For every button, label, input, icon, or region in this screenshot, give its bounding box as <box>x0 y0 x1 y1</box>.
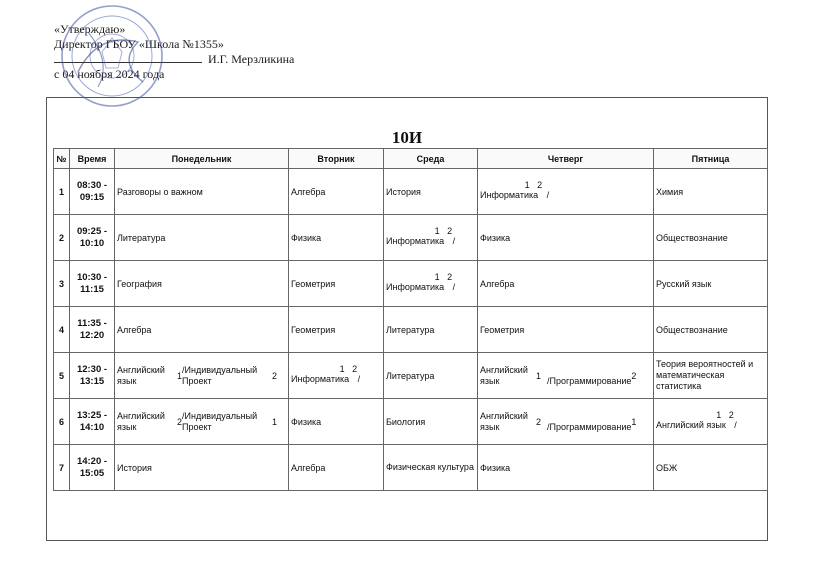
header-row <box>54 149 768 169</box>
subject: Информатика <box>386 281 445 292</box>
lesson-number: 5 <box>54 353 70 399</box>
cell-monday: Разговоры о важном <box>115 169 289 215</box>
cell-monday: Алгебра <box>115 307 289 353</box>
table-row <box>54 169 768 215</box>
group-separator: / <box>734 419 737 430</box>
lesson-number: 4 <box>54 307 70 353</box>
lesson-time: 12:30 - 13:15 <box>70 353 115 399</box>
group-separator: / <box>357 373 361 384</box>
subject-b: /Индивидуальный Проект <box>182 410 258 432</box>
group-sup-b: 1 <box>272 416 278 427</box>
subject-a: Английский язык <box>117 410 165 432</box>
table-row <box>54 445 768 491</box>
group-separator: / <box>452 281 456 292</box>
group-separator: / <box>546 189 550 200</box>
subject: Английский язык <box>656 419 726 430</box>
cell-tuesday: Физика <box>289 399 384 445</box>
subject: Информатика <box>480 189 539 200</box>
cell-wednesday <box>384 261 478 307</box>
table-row <box>54 399 768 445</box>
cell-thursday: Геометрия <box>478 307 654 353</box>
table-row <box>54 353 768 399</box>
subject-a: Английский язык <box>117 364 165 386</box>
cell-monday <box>115 399 289 445</box>
header-num: № <box>54 149 70 169</box>
timetable <box>53 148 768 491</box>
cell-thursday: Физика <box>478 215 654 261</box>
cell-friday: Обществознание <box>654 215 768 261</box>
header-time: Время <box>70 149 115 169</box>
cell-tuesday: Алгебра <box>289 445 384 491</box>
approval-line-4: с 04 ноября 2024 года <box>54 67 165 81</box>
cell-friday: Русский язык <box>654 261 768 307</box>
group-separator: / <box>452 235 456 246</box>
cell-tuesday: Геометрия <box>289 307 384 353</box>
approval-signature-line <box>54 52 294 67</box>
subject-b: /Программирование <box>547 375 632 386</box>
approval-line-2: Директор ГБОУ «Школа №1355» <box>54 37 224 51</box>
lesson-time: 08:30 - 09:15 <box>70 169 115 215</box>
cell-wednesday: Физическая культура <box>384 445 478 491</box>
group-sup-a: 1 <box>177 370 183 381</box>
class-title: 10И <box>391 128 423 147</box>
cell-thursday <box>478 169 654 215</box>
header-wednesday: Среда <box>384 149 478 169</box>
cell-tuesday: Алгебра <box>289 169 384 215</box>
cell-thursday <box>478 399 654 445</box>
cell-monday: Литература <box>115 215 289 261</box>
group-numbers: 1 2 <box>524 179 543 190</box>
cell-wednesday <box>384 215 478 261</box>
lesson-time: 13:25 - 14:10 <box>70 399 115 445</box>
lesson-time: 09:25 - 10:10 <box>70 215 115 261</box>
cell-wednesday: Литература <box>384 353 478 399</box>
group-numbers: 1 2 <box>716 409 734 420</box>
lesson-time: 14:20 - 15:05 <box>70 445 115 491</box>
lesson-time: 10:30 - 11:15 <box>70 261 115 307</box>
header-thursday: Четверг <box>478 149 654 169</box>
cell-wednesday: Литература <box>384 307 478 353</box>
signature-underline <box>54 52 202 63</box>
header-tuesday: Вторник <box>289 149 384 169</box>
cell-monday: География <box>115 261 289 307</box>
cell-friday: Теория вероятностей и математическая статистика <box>654 353 768 399</box>
cell-friday <box>654 399 768 445</box>
group-numbers: 1 2 <box>434 271 453 282</box>
group-numbers: 1 2 <box>434 225 453 236</box>
subject-b: /Программирование <box>547 421 632 432</box>
cell-thursday: Алгебра <box>478 261 654 307</box>
group-sup-b: 2 <box>631 370 637 381</box>
approval-signer: И.Г. Мерзликина <box>208 52 295 66</box>
cell-wednesday: Биология <box>384 399 478 445</box>
approval-block <box>54 22 294 82</box>
lesson-number: 1 <box>54 169 70 215</box>
subject: Информатика <box>386 235 445 246</box>
cell-thursday: Физика <box>478 445 654 491</box>
header-monday: Понедельник <box>115 149 289 169</box>
subject-a: Английский язык <box>480 364 528 386</box>
group-sup-b: 2 <box>272 370 278 381</box>
cell-thursday <box>478 353 654 399</box>
cell-tuesday: Геометрия <box>289 261 384 307</box>
table-row <box>54 215 768 261</box>
lesson-number: 2 <box>54 215 70 261</box>
cell-friday: Обществознание <box>654 307 768 353</box>
subject-a: Английский язык <box>480 410 528 432</box>
group-sup-b: 1 <box>631 416 637 427</box>
table-row <box>54 261 768 307</box>
lesson-number: 6 <box>54 399 70 445</box>
header-friday: Пятница <box>654 149 768 169</box>
group-sup-a: 2 <box>177 416 183 427</box>
cell-friday: Химия <box>654 169 768 215</box>
group-sup-a: 2 <box>536 416 542 427</box>
subject: Информатика <box>291 373 350 384</box>
cell-monday <box>115 353 289 399</box>
cell-friday: ОБЖ <box>654 445 768 491</box>
group-numbers: 1 2 <box>339 363 358 374</box>
subject-b: /Индивидуальный Проект <box>182 364 258 386</box>
cell-wednesday: История <box>384 169 478 215</box>
table-row <box>54 307 768 353</box>
group-sup-a: 1 <box>536 370 542 381</box>
cell-tuesday: Физика <box>289 215 384 261</box>
cell-tuesday <box>289 353 384 399</box>
lesson-time: 11:35 - 12:20 <box>70 307 115 353</box>
timetable-sheet <box>46 97 768 541</box>
approval-line-1: «Утверждаю» <box>54 22 126 36</box>
cell-monday: История <box>115 445 289 491</box>
lesson-number: 3 <box>54 261 70 307</box>
lesson-number: 7 <box>54 445 70 491</box>
